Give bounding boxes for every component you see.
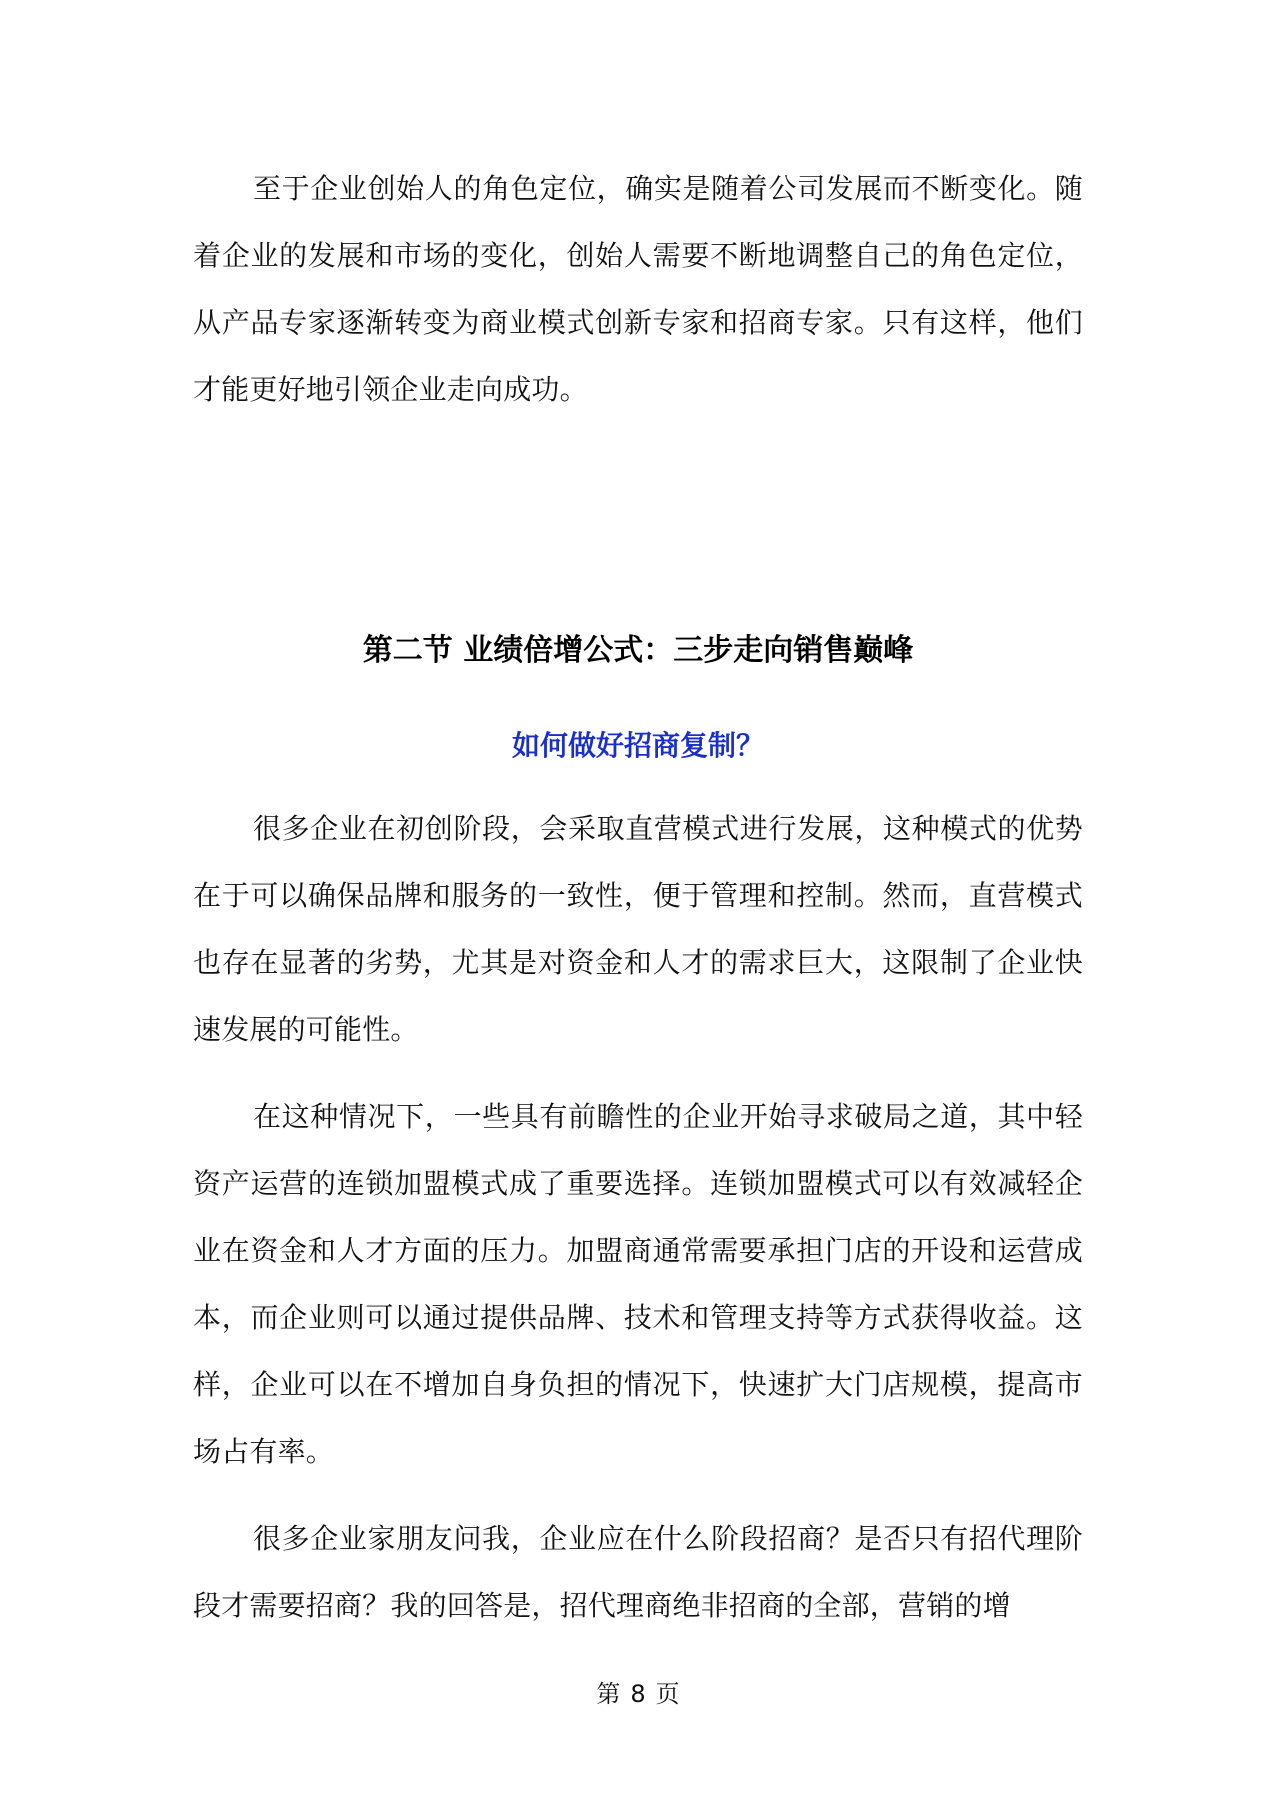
paragraph-franchise-model: 在这种情况下，一些具有前瞻性的企业开始寻求破局之道，其中轻资产运营的连锁加盟模式成了重要选择。连锁加盟模式可以有效减轻企业在资金和人才方面的压力。加盟商通常需要承担门店的开设和运营成本，而企业则可以通过提供品牌、技术和管理支持等方式获得收益。这样，企业可以在不增加自身负担的情况下，快速扩大门店规模，提高市场占有率。 [193,1100,1083,1468]
page-number: 8 [630,1680,646,1708]
sub-heading: 如何做好招商复制？ [511,729,764,762]
page-prefix: 第 [596,1680,621,1708]
paragraph-investment-stage: 很多企业家朋友问我，企业应在什么阶段招商？是否只有招代理阶段才需要招商？我的回答是，招代理商绝非招商的全部，营销的增 [193,1522,1083,1622]
page-suffix: 页 [655,1680,680,1708]
paragraph-founder-role: 至于企业创始人的角色定位，确实是随着公司发展而不断变化。随着企业的发展和市场的变化，创始人需要不断地调整自己的角色定位，从产品专家逐渐转变为商业模式创新专家和招商专家。只有这样，他们才能更好地引领企业走向成功。 [193,172,1083,406]
section-heading: 第二节 业绩倍增公式：三步走向销售巅峰 [362,633,914,668]
paragraph-direct-model: 很多企业在初创阶段，会采取直营模式进行发展，这种模式的优势在于可以确保品牌和服务的一致性，便于管理和控制。然而，直营模式也存在显著的劣势，尤其是对资金和人才的需求巨大，这限制了企业快速发展的可能性。 [193,812,1083,1046]
page-number-footer [193,1676,1083,1712]
